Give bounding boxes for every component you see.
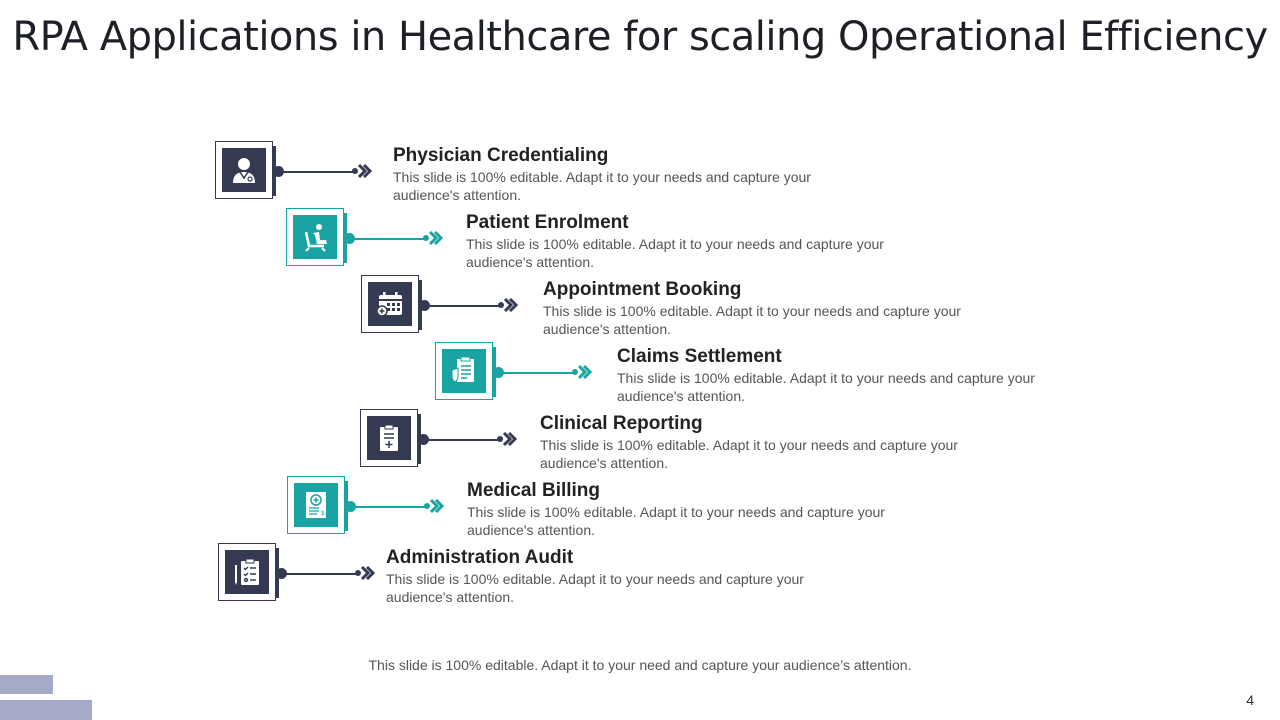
item-description: This slide is 100% editable. Adapt it to your needs and capture your audience's attention. [386,571,804,605]
list-item [0,543,1280,605]
list-item [0,141,1280,203]
claims-document-icon [442,349,486,393]
physician-icon [222,148,266,192]
item-tile [435,342,493,400]
decor-bar-bottom [0,700,92,720]
item-title: Appointment Booking [543,279,742,300]
item-description: This slide is 100% editable. Adapt it to your needs and capture your audience's attention. [540,437,958,471]
item-description: This slide is 100% editable. Adapt it to your needs and capture your audience's attention. [393,169,811,203]
chevron-right-icon [423,497,447,515]
connector-line [281,171,353,173]
item-title: Patient Enrolment [466,212,629,233]
connector-line [353,506,425,508]
connector-line [284,573,356,575]
item-title: Physician Credentialing [393,145,609,166]
item-description: This slide is 100% editable. Adapt it to your needs and capture your audience's attention. [466,236,884,270]
list-item [0,476,1280,538]
item-tile [286,208,344,266]
footer-note: This slide is 100% editable. Adapt it to your need and capture your audience’s attention. [368,657,912,673]
medical-bill-icon [294,483,338,527]
connector-line [352,238,424,240]
item-tile [215,141,273,199]
connector-line [501,372,573,374]
item-title: Administration Audit [386,547,574,568]
item-description: This slide is 100% editable. Adapt it to your needs and capture your audience's attention. [543,303,961,337]
list-item [0,409,1280,471]
list-item [0,208,1280,270]
item-description: This slide is 100% editable. Adapt it to your needs and capture your audience's attention. [467,504,885,538]
connector-line [426,439,498,441]
item-title: Medical Billing [467,480,601,501]
patient-chair-icon [293,215,337,259]
chevron-right-icon [422,229,446,247]
item-tile [361,275,419,333]
chevron-right-icon [351,162,375,180]
list-item [0,342,1280,404]
chevron-right-icon [497,296,521,314]
item-title: Claims Settlement [617,346,782,367]
list-item [0,275,1280,337]
chevron-right-icon [496,430,520,448]
page-number: 4 [1246,692,1254,708]
clipboard-plus-icon [367,416,411,460]
item-tile [218,543,276,601]
slide-title: RPA Applications in Healthcare for scaling Operational Efficiency [12,14,1268,60]
calendar-icon [368,282,412,326]
connector-line [427,305,499,307]
item-title: Clinical Reporting [540,413,703,434]
chevron-right-icon [571,363,595,381]
item-tile [287,476,345,534]
decor-bar-top [0,675,53,694]
item-description: This slide is 100% editable. Adapt it to your needs and capture your audience's attention. [617,370,1035,404]
svg-text:$: $ [321,510,325,517]
item-tile [360,409,418,467]
chevron-right-icon [354,564,378,582]
audit-checklist-icon [225,550,269,594]
